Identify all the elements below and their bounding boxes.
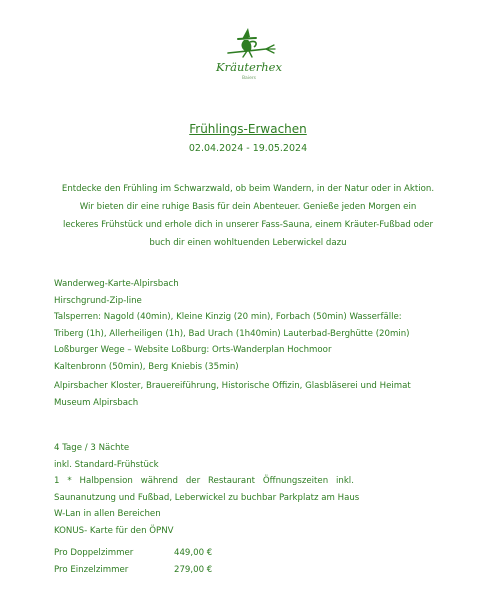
price-row-double bbox=[54, 545, 212, 562]
halfboard-word: Halbpension bbox=[79, 476, 133, 486]
activity-link-wanderweg[interactable]: Wanderweg-Karte-Alpirsbach bbox=[54, 279, 179, 289]
witch-on-broom-icon bbox=[214, 26, 284, 62]
activity-link-zipline[interactable]: Hirschgrund-Zip-line bbox=[54, 295, 142, 306]
logo-subtext: Baiers bbox=[241, 76, 257, 81]
culture-list bbox=[54, 378, 411, 411]
price-label: Pro Doppelzimmer bbox=[54, 548, 134, 558]
halfboard-word: * bbox=[67, 476, 72, 486]
culture-item: Museum Alpirsbach bbox=[54, 397, 139, 408]
intro-line: Entdecke den Frühling im Schwarzwald, ob beim Wandern, in der Natur oder in Aktion. bbox=[61, 184, 435, 194]
price-value: 279,00 € bbox=[174, 564, 213, 575]
halfboard-word: Restaurant bbox=[207, 476, 256, 486]
logo-wordmark: Kräuterhex bbox=[216, 60, 282, 74]
package-sauna: Saunanutzung und Fußbad, Leberwickel zu buchbar Parkplatz am Haus bbox=[54, 492, 360, 503]
activity-item: Loßburger Wege – Website Loßburg: Orts-Wanderplan Hochmoor bbox=[54, 345, 332, 355]
offer-dates: 02.04.2024 - 19.05.2024 bbox=[188, 143, 308, 154]
package-details bbox=[54, 440, 359, 539]
package-duration: 4 Tage / 3 Nächte bbox=[54, 443, 130, 453]
intro-text bbox=[50, 180, 446, 252]
activity-item: Triberg (1h), Allerheiligen (1h), Bad Urach (1h40min) Lauterbad-Berghütte (20min) bbox=[54, 328, 410, 339]
halfboard-word: inkl. bbox=[336, 476, 354, 486]
price-value: 449,00 € bbox=[174, 548, 213, 558]
activity-item: Talsperren: Nagold (40min), Kleine Kinzig (20 min), Forbach (50min) Wasserfälle: bbox=[54, 312, 402, 322]
intro-line: Wir bieten dir eine ruhige Basis für dein Abenteuer. Genieße jeden Morgen ein bbox=[79, 202, 417, 212]
halfboard-word: der bbox=[185, 476, 201, 486]
halfboard-word: während bbox=[140, 476, 178, 486]
logo bbox=[214, 26, 284, 81]
package-wifi: W-Lan in allen Bereichen bbox=[54, 509, 161, 519]
intro-line: buch dir einen wohltuenden Leberwickel dazu bbox=[149, 238, 347, 248]
halfboard-word: 1 bbox=[54, 476, 60, 486]
activity-item: Kaltenbronn (50min), Berg Kniebis (35min) bbox=[54, 361, 239, 372]
culture-item: Alpirsbacher Kloster, Brauereiführung, Historische Offizin, Glasbläserei und Heimat bbox=[54, 381, 411, 391]
intro-line: leckeres Frühstück und erhole dich in unserer Fass-Sauna, einem Kräuter-Fußbad oder bbox=[62, 220, 434, 230]
package-konus: KONUS- Karte für den ÖPNV bbox=[54, 525, 174, 536]
package-breakfast: inkl. Standard-Frühstück bbox=[54, 459, 159, 470]
halfboard-word: Öffnungszeiten bbox=[262, 476, 329, 486]
price-list bbox=[54, 545, 212, 578]
activities-list bbox=[54, 276, 410, 375]
offer-title: Frühlings-Erwachen bbox=[189, 122, 307, 136]
package-halfboard bbox=[54, 473, 354, 490]
price-row-single bbox=[54, 562, 212, 579]
price-label: Pro Einzelzimmer bbox=[54, 564, 129, 575]
